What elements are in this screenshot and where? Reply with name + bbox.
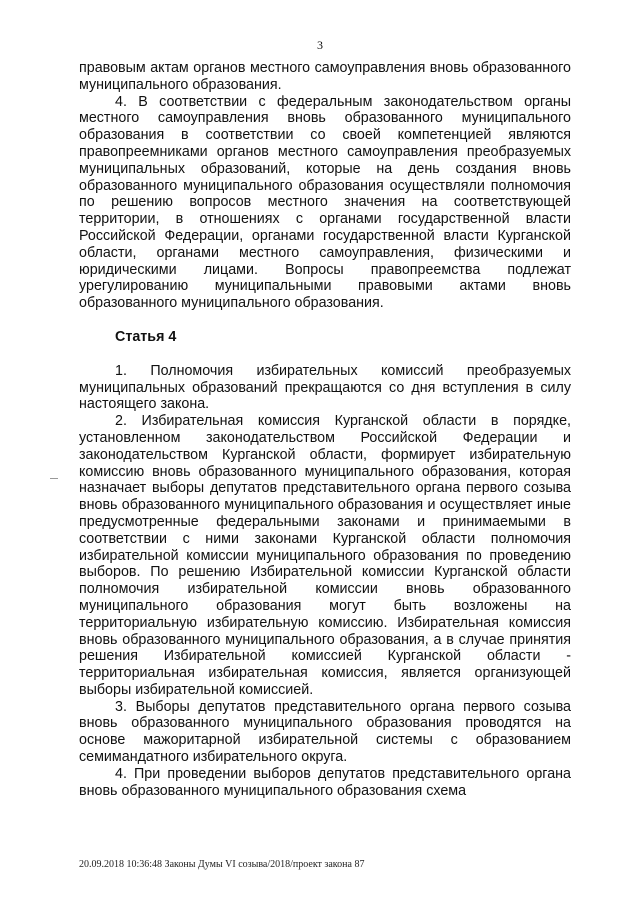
margin-mark [50,478,58,479]
paragraph-4: 4. В соответствии с федеральным законодательством органы местного самоуправления вновь образованного муниципального образования в соответствии со своей компетенцией являются правопреемниками органов местного самоуправления преобразуемых муниципальных образований, которые на день создания вновь образованного муниципального образования осуществляли полномочия по решению вопросов местного значения на соответствующей территории, в отношениях с органами государственной власти Российской Федерации, органами государственной власти Курганской области, органами местного самоуправления, физическими и юридическими лицами. Вопросы правопреемства подлежат урегулированию муниципальными правовыми актами вновь образованного муниципального образования. [79,93,571,312]
page-number: 3 [317,38,323,52]
document-body [79,60,571,799]
article-paragraph-4: 4. При проведении выборов депутатов представительного органа вновь образованного муниципального образования схема [79,765,571,799]
footer-file-path: 20.09.2018 10:36:48 Законы Думы VI созыва/2018/проект закона 87 [79,859,365,870]
article-paragraph-2: 2. Избирательная комиссия Курганской области в порядке, установленном законодательством Российской Федерации и законодательством Курганской области, формирует избирательную комиссию вновь образованного муниципального образования, которая назначает выборы депутатов представительного органа первого созыва вновь образованного муниципального образования и осуществляет иные предусмотренные федеральными законами и принимаемыми в соответствии с ними законами Курганской области полномочия избирательной комиссии муниципального образования по проведению выборов. По решению Избирательной комиссии Курганской области полномочия избирательной комиссии вновь образованного муниципального образования могут быть возложены на территориальную избирательную комиссию. Избирательная комиссия вновь образованного муниципального образования, а в случае принятия решения Избирательной комиссией Курганской области - территориальная избирательная комиссия, является организующей выборы избирательной комиссией. [79,413,571,698]
article-paragraph-3: 3. Выборы депутатов представительного органа первого созыва вновь образованного муниципального образования проводятся на основе мажоритарной избирательной системы с образованием семимандатного избирательного округа. [79,698,571,766]
continuation-paragraph: правовым актам органов местного самоуправления вновь образованного муниципального образования. [79,60,571,93]
article-paragraph-1: 1. Полномочия избирательных комиссий преобразуемых муниципальных образований прекращаются со дня вступления в силу настоящего закона. [79,362,571,413]
article-heading: Статья 4 [115,328,177,345]
